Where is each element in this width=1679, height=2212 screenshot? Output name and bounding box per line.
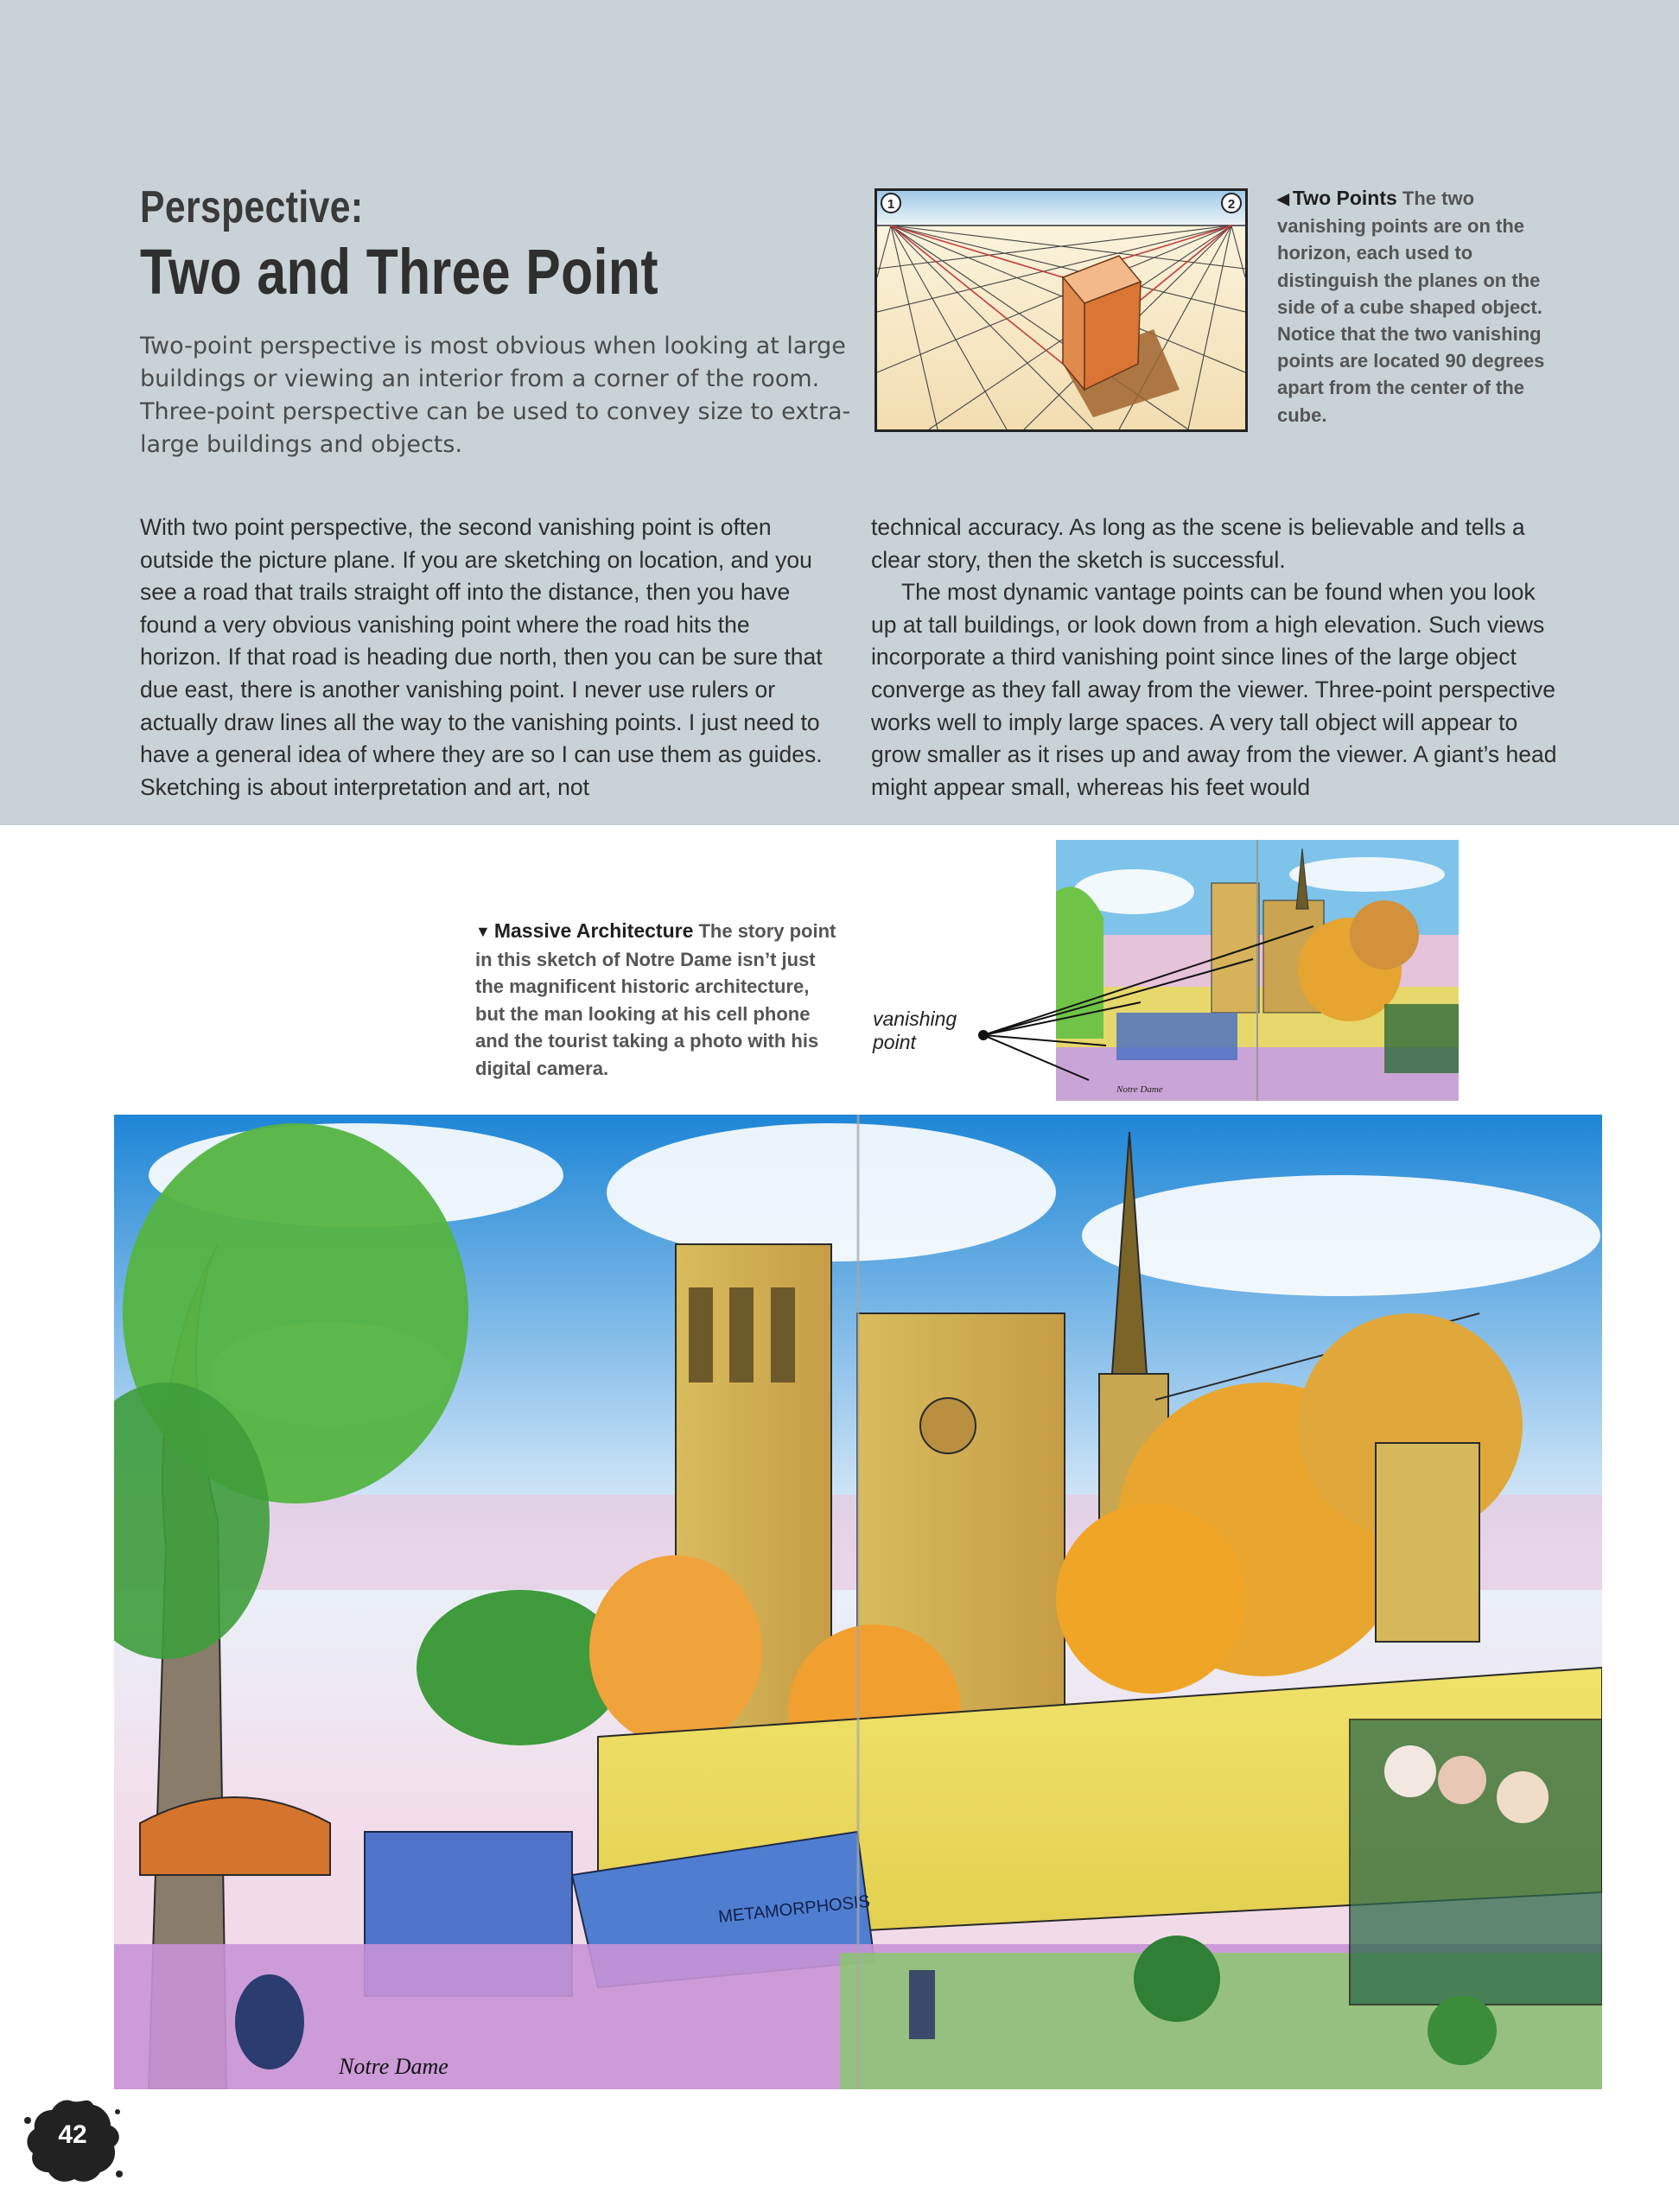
sketch-signature: Notre Dame: [339, 2054, 448, 2079]
body-column-right: [871, 512, 1562, 804]
caption-text: The two vanishing points are on the horizon, each used to distinguish the planes on the side of a cube shaped object. Notice that the two vanishing points are located 90 degrees apart from the center of the cube.: [1277, 188, 1545, 426]
notre-dame-watercolor-sketch: [114, 1115, 1602, 2089]
page-number: 42: [58, 2120, 87, 2149]
section-kicker: Perspective:: [140, 182, 364, 232]
boat-sign-text: METAMORPHOSIS: [717, 1891, 871, 1927]
body-paragraph: The most dynamic vantage points can be found when you look up at tall buildings, or look down from a high elevation. Such views incorporate a third vanishing point since lines of the large object converge as they fall away from the viewer. Three-point perspective works well to imply large spaces. A very tall object will appear to grow smaller as it rises up and away from the viewer. A giant’s head might appear small, whereas his feet would: [871, 579, 1557, 800]
caption-lead: Massive Architecture: [493, 919, 694, 942]
vanishing-point-label: [873, 1007, 957, 1054]
caption-text: The story point in this sketch of Notre Dame isn’t just the magnificent historic architecture, but the man looking at his cell phone and the tourist taking a photo with his digital camera.: [475, 920, 836, 1079]
caret-down-icon: ▼: [475, 923, 491, 940]
intro-paragraph: Two-point perspective is most obvious when looking at large buildings or viewing an interior from a corner of the room. Three-point perspective can be used to convey size to extra-large buildings and objects.: [140, 333, 851, 458]
thumbnail-signature: Notre Dame: [1116, 1084, 1163, 1095]
two-points-caption: [1277, 185, 1554, 429]
marker-1-label: 1: [887, 197, 895, 212]
vp-label-line: point: [873, 1031, 916, 1053]
caption-lead: Two Points: [1292, 187, 1397, 209]
body-column-left: [140, 512, 831, 804]
vp-label-line: vanishing: [873, 1007, 957, 1030]
vanishing-point-lines: [968, 916, 1331, 1123]
marker-2-label: 2: [1227, 197, 1236, 212]
body-paragraph: With two point perspective, the second vanishing point is often outside the picture plane. If you are sketching on location, and you see a road that trails straight off into the distance, then you have found a very obvious vanishing point where the road hits the horizon. If that road is heading due north, then you can be sure that due east, there is another vanishing point. I never use rulers or actually draw lines all the way to the vanishing points. I just need to have a general idea of where they are so I can use them as guides. Sketching is about interpretation and art, not: [140, 514, 823, 800]
caret-left-icon: ◀: [1277, 190, 1289, 207]
page-title: Two and Three Point: [140, 236, 658, 308]
two-point-perspective-diagram: [874, 188, 1248, 432]
massive-architecture-caption: [475, 918, 838, 1082]
body-paragraph: technical accuracy. As long as the scene is believable and tells a clear story, then the sketch is successful.: [871, 514, 1525, 573]
cube-perspective-illustration: [877, 191, 1245, 429]
